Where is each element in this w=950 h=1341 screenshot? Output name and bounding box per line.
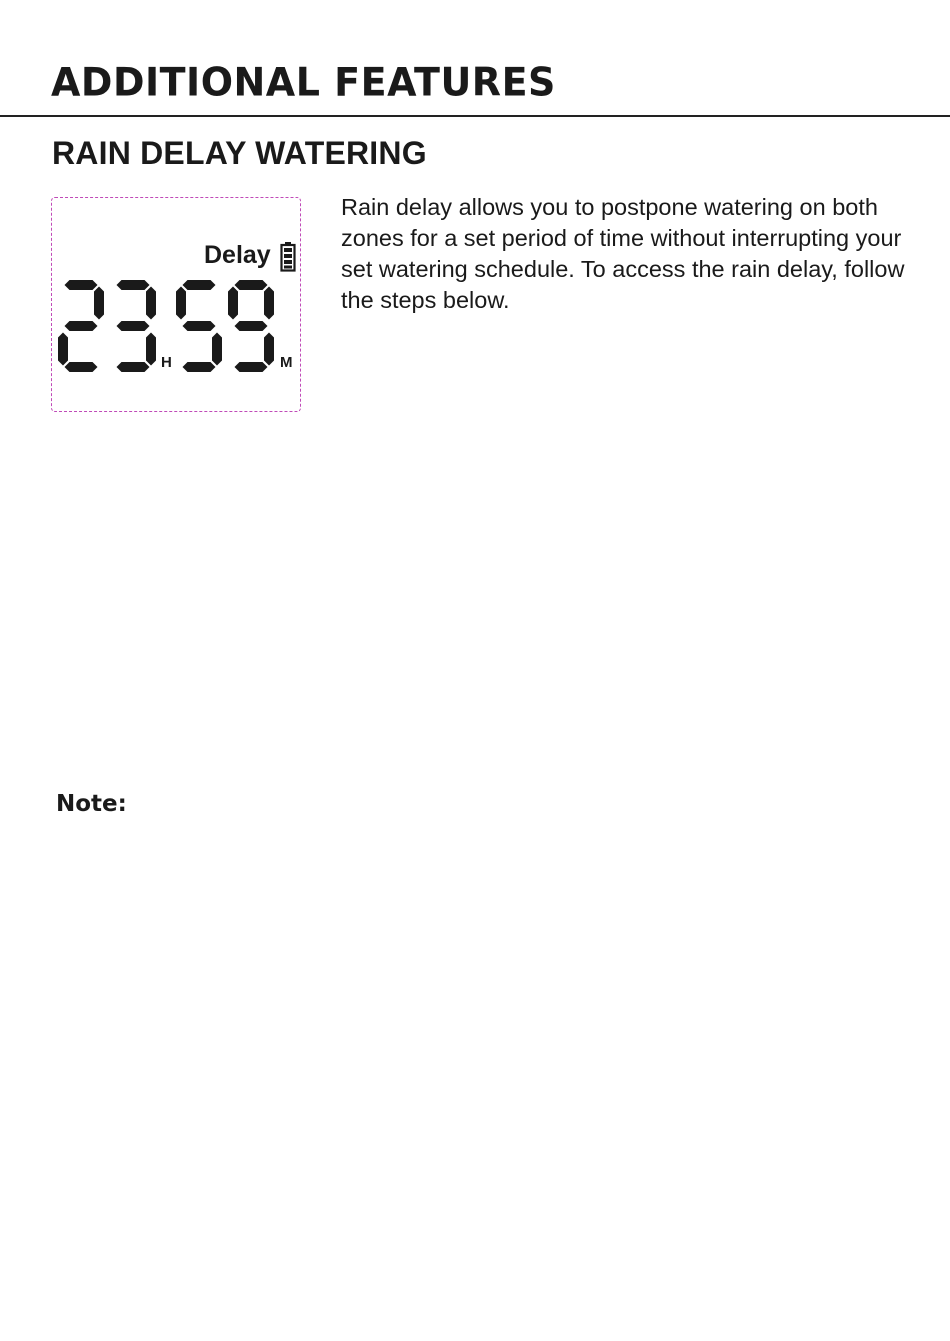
lcd-digit-2-segment-c (212, 333, 222, 366)
lcd-digit-3-segment-f (228, 287, 238, 320)
lcd-digit-0-segment-a (65, 280, 98, 290)
lcd-digit-3-segment-g (235, 321, 268, 331)
battery-icon (280, 242, 296, 272)
section-title: RAIN DELAY WATERING (52, 135, 427, 171)
note-label: Note: (56, 791, 127, 817)
lcd-digit-2-segment-f (176, 287, 186, 320)
lcd-digit-2-segment-d (183, 362, 216, 372)
lcd-digit-3-segment-c (264, 333, 274, 366)
lcd-minutes-unit: M (280, 354, 293, 371)
page-title: ADDITIONAL FEATURES (51, 59, 556, 105)
lcd-digit-3-segment-d (235, 362, 268, 372)
lcd-digit-1-segment-b (146, 287, 156, 320)
lcd-digit-0-segment-g (65, 321, 98, 331)
section-intro-text: Rain delay allows you to postpone watering on both zones for a set period of time without interrupting your set watering schedule. To access the rain delay, follow the steps below. (341, 194, 905, 313)
lcd-delay-label: Delay (204, 241, 271, 269)
lcd-display-illustration (51, 197, 301, 412)
lcd-digit-0-segment-d (65, 362, 98, 372)
lcd-digit-0-segment-e (58, 333, 68, 366)
lcd-digit-1-segment-a (117, 280, 150, 290)
lcd-digit-1-segment-c (146, 333, 156, 366)
lcd-digit-2-segment-g (183, 321, 216, 331)
lcd-digit-1-segment-d (117, 362, 150, 372)
title-divider (0, 115, 950, 117)
lcd-digit-2-segment-a (183, 280, 216, 290)
lcd-digit-1-segment-g (117, 321, 150, 331)
lcd-digit-0-segment-b (94, 287, 104, 320)
lcd-digit-3-segment-b (264, 287, 274, 320)
lcd-time-readout (58, 276, 298, 376)
lcd-hours-unit: H (161, 354, 172, 371)
lcd-digit-3-segment-a (235, 280, 268, 290)
